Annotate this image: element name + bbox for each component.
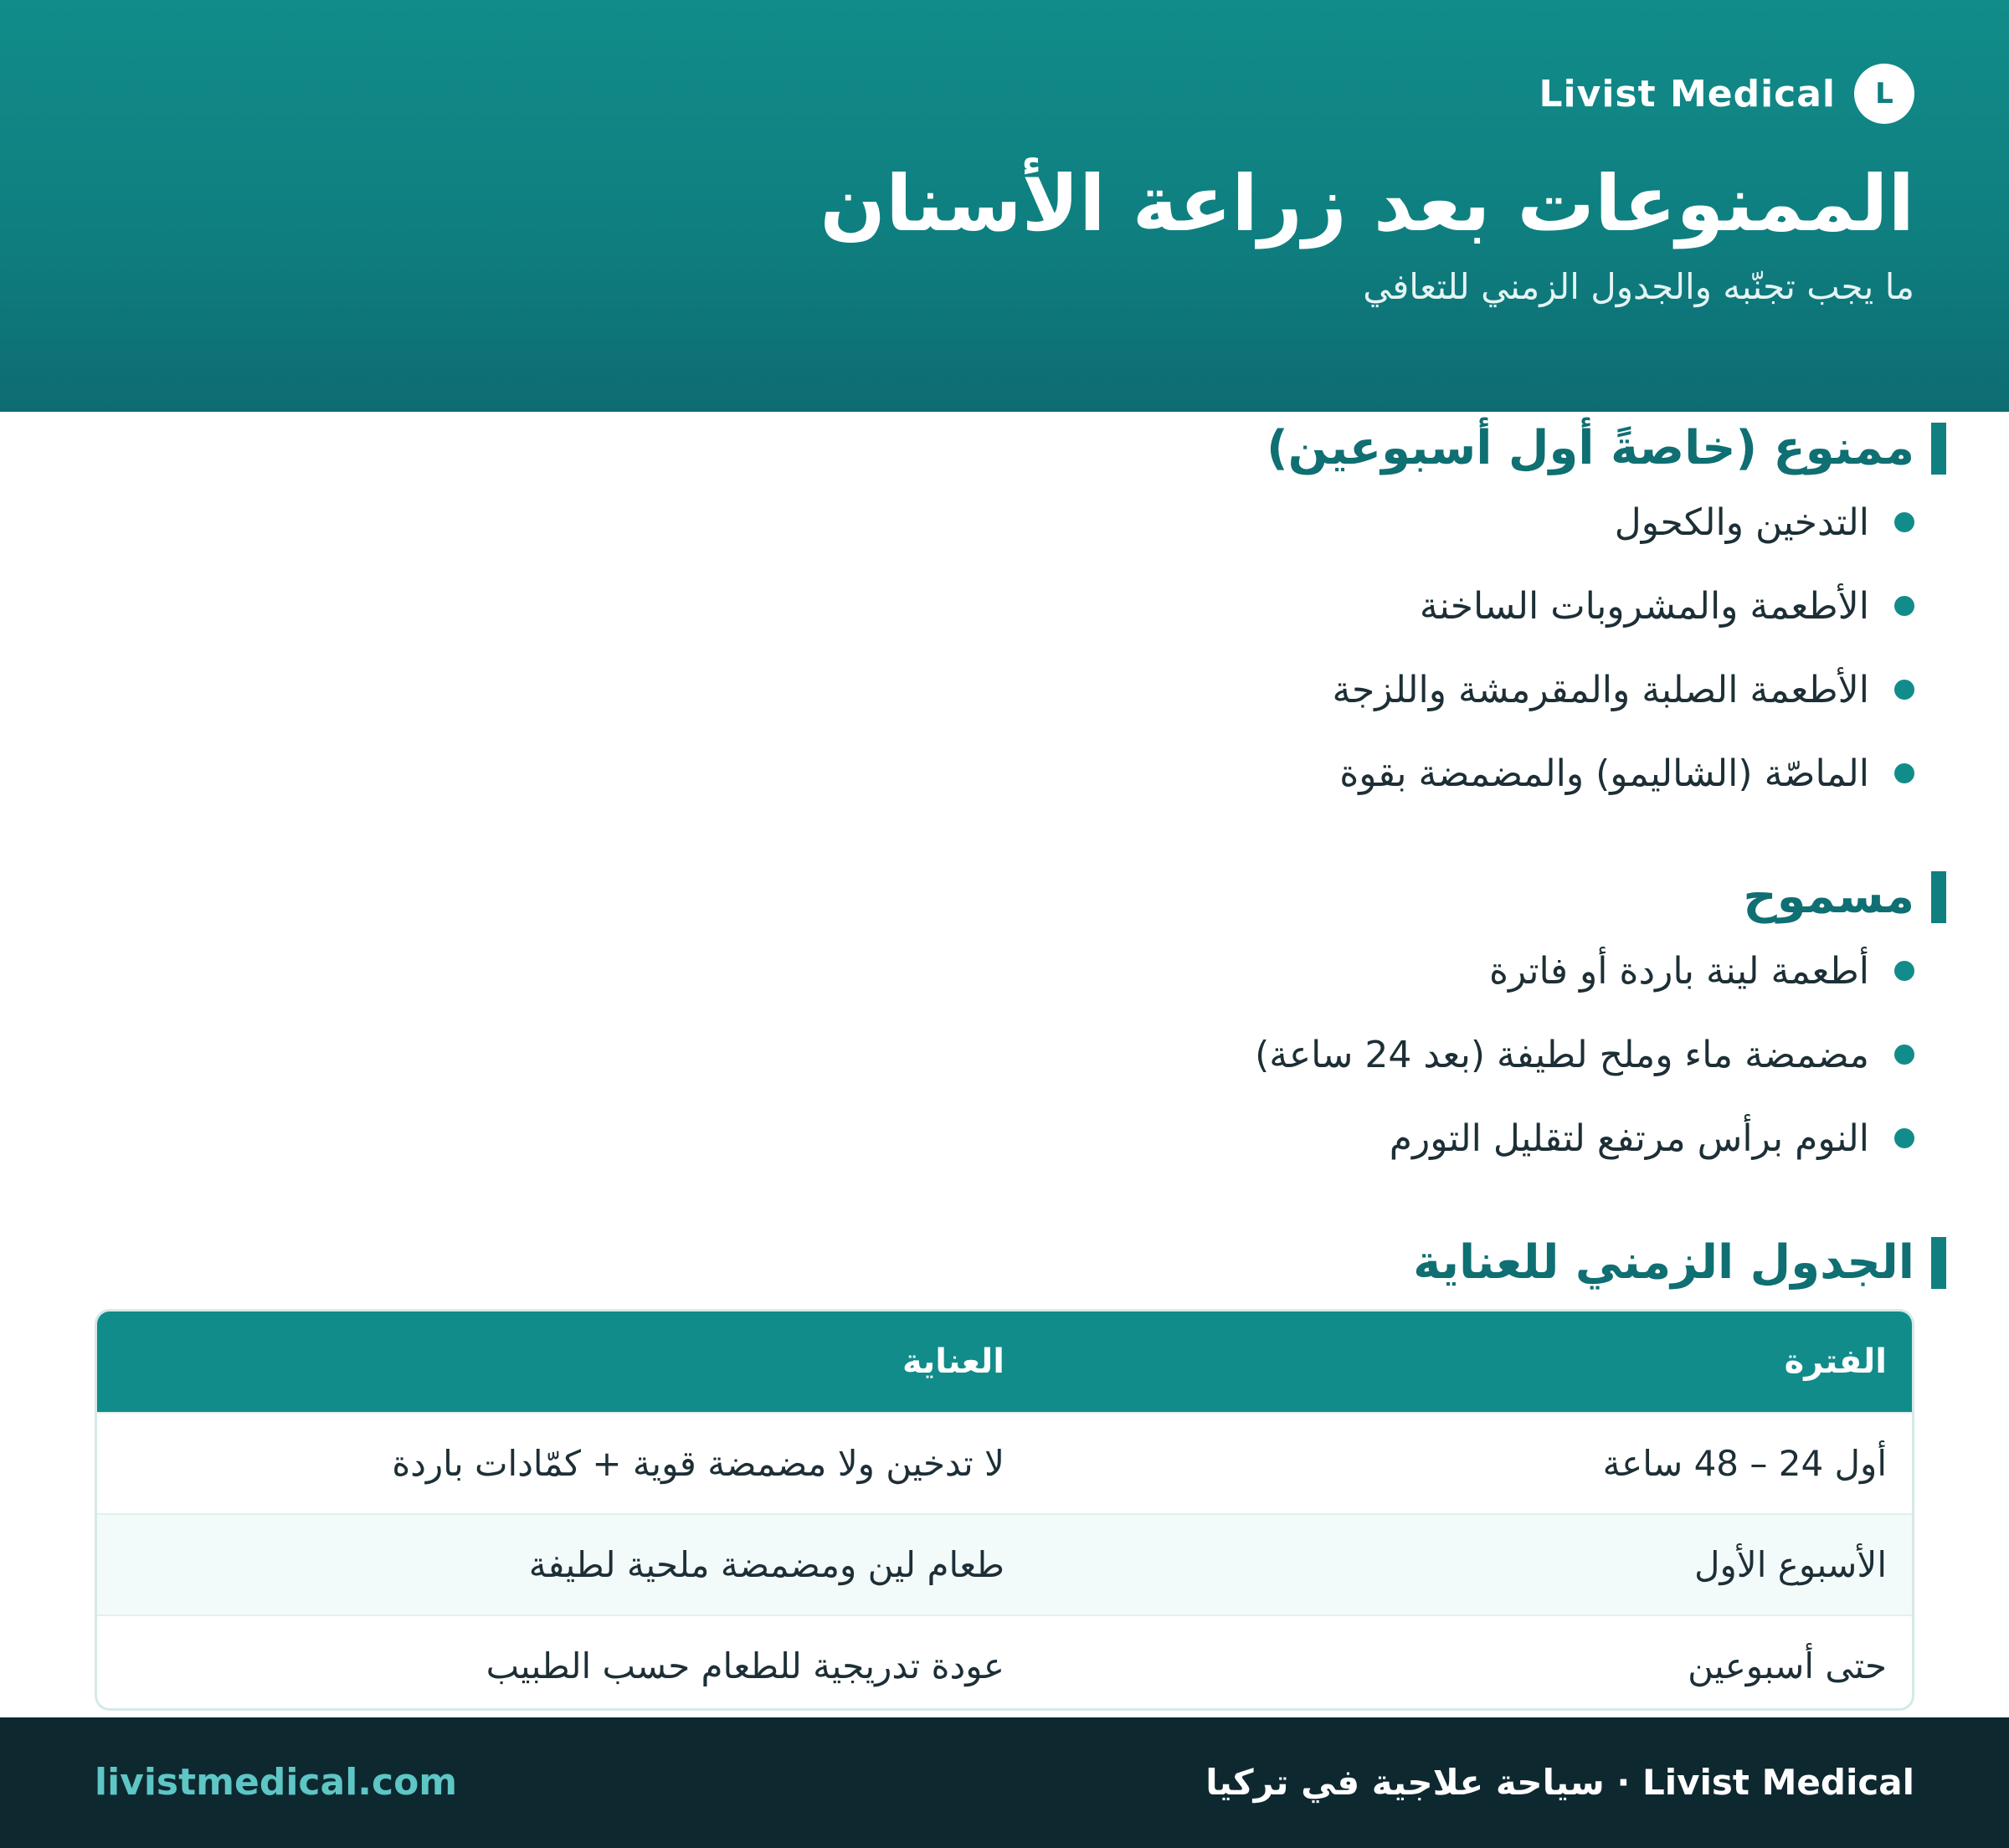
- table-row: [97, 1412, 1912, 1513]
- bullet-icon: [1894, 1128, 1914, 1148]
- bullet-icon: [1894, 1045, 1914, 1065]
- list-item: [1332, 732, 1914, 815]
- list-item: [1332, 564, 1914, 648]
- list-item-text: أطعمة لينة باردة أو فاترة: [1488, 949, 1869, 993]
- schedule-table: [95, 1309, 1914, 1711]
- page-subtitle: ما يجب تجنّبه والجدول الزمني للتعافي: [1363, 266, 1914, 307]
- page-title: الممنوعات بعد زراعة الأسنان: [820, 159, 1914, 249]
- list-item-text: الأطعمة والمشروبات الساخنة: [1419, 584, 1869, 628]
- table-cell-period: أول 24 – 48 ساعة: [1602, 1443, 1887, 1484]
- table-row: [97, 1513, 1912, 1614]
- list-item-text: الأطعمة الصلبة والمقرمشة واللزجة: [1332, 668, 1869, 711]
- column-header-care: العناية: [902, 1342, 1004, 1381]
- bullet-icon: [1894, 961, 1914, 981]
- bullet-icon: [1894, 596, 1914, 616]
- list-item-text: الماصّة (الشاليمو) والمضمضة بقوة: [1339, 752, 1869, 795]
- forbidden-section-title: ممنوع (خاصةً أول أسبوعين): [1267, 423, 1946, 475]
- bullet-icon: [1894, 680, 1914, 700]
- list-item-text: النوم برأس مرتفع لتقليل التورم: [1389, 1116, 1869, 1160]
- forbidden-list: [1332, 480, 1914, 815]
- bullet-icon: [1894, 512, 1914, 532]
- table-header: [97, 1312, 1912, 1412]
- column-header-period: الفترة: [1784, 1342, 1887, 1381]
- brand-logo-icon: L: [1854, 64, 1914, 124]
- list-item-text: التدخين والكحول: [1614, 501, 1869, 544]
- list-item-text: مضمضة ماء وملح لطيفة (بعد 24 ساعة): [1255, 1033, 1869, 1076]
- table-cell-care: عودة تدريجية للطعام حسب الطبيب: [486, 1645, 1004, 1686]
- brand: [1539, 64, 1914, 124]
- header-banner: [0, 0, 2009, 412]
- table-row: [97, 1614, 1912, 1711]
- list-item: [1332, 648, 1914, 732]
- allowed-section-title: مسموح: [1743, 871, 1946, 923]
- list-item: [1255, 1013, 1914, 1096]
- table-cell-care: طعام لين ومضمضة ملحية لطيفة: [528, 1544, 1004, 1585]
- bullet-icon: [1894, 763, 1914, 783]
- footer-tagline: Livist Medical · سياحة علاجية في تركيا: [1205, 1762, 1914, 1803]
- allowed-list: [1255, 929, 1914, 1180]
- footer: [0, 1717, 2009, 1848]
- list-item: [1255, 929, 1914, 1013]
- brand-name: Livist Medical: [1539, 72, 1836, 116]
- footer-website-link[interactable]: livistmedical.com: [95, 1761, 458, 1804]
- list-item: [1255, 1096, 1914, 1180]
- table-cell-period: الأسبوع الأول: [1693, 1544, 1887, 1585]
- list-item: [1332, 480, 1914, 564]
- schedule-section-title: الجدول الزمني للعناية: [1413, 1237, 1946, 1289]
- table-cell-period: حتى أسبوعين: [1688, 1645, 1887, 1686]
- table-cell-care: لا تدخين ولا مضمضة قوية + كمّادات باردة: [392, 1443, 1004, 1484]
